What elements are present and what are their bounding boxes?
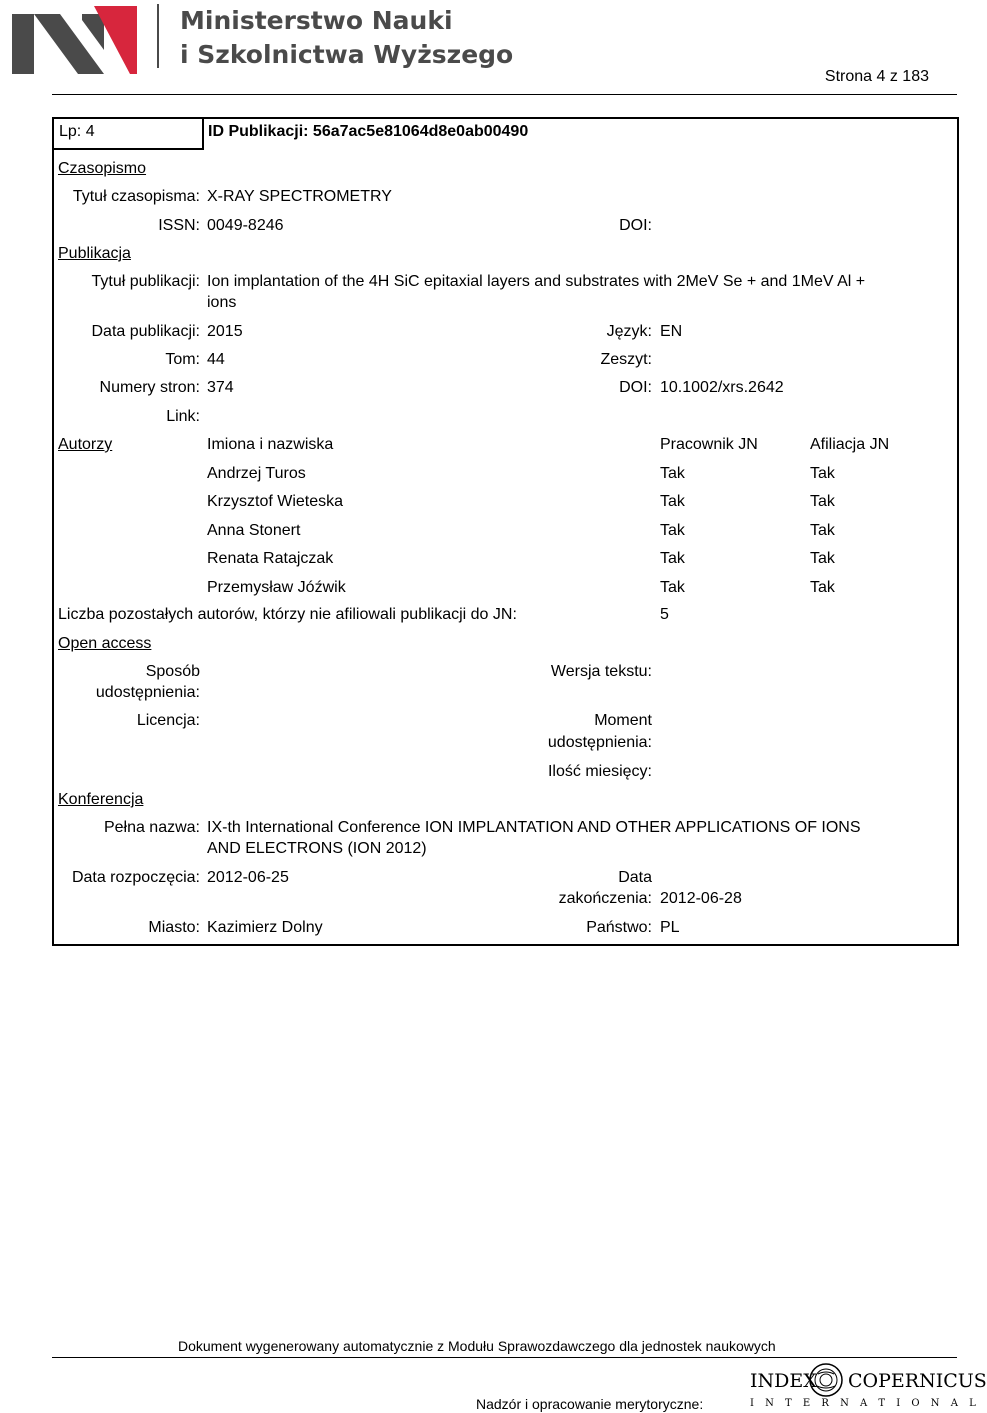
conference-end-label-line2: zakończenia:: [558, 890, 652, 907]
author-name: Anna Stonert: [207, 521, 301, 539]
journal-doi-label: DOI:: [619, 217, 652, 234]
section-open-access: Open access: [58, 635, 152, 652]
author-affiliation-flag: Tak: [810, 578, 835, 596]
author-affiliation-flag: Tak: [810, 493, 835, 511]
remaining-authors-value: 5: [660, 606, 669, 623]
author-affiliation-flag: Tak: [810, 465, 835, 482]
author-worker-flag: Tak: [660, 493, 685, 511]
author-worker-flag: Tak: [660, 578, 685, 596]
months-label: Ilość miesięcy:: [547, 763, 652, 780]
authors-col-name: Imiona i nazwiska: [207, 436, 334, 453]
publication-title-label: Tytuł publikacji:: [91, 273, 200, 290]
footer-supervision: Nadzór i opracowanie merytoryczne:: [476, 1396, 704, 1412]
page-counter: Strona 4 z 183: [824, 68, 929, 85]
access-moment-label-line1: Moment: [594, 712, 652, 729]
remaining-authors-label: Liczba pozostałych autorów, którzy nie afiliowali publikacji do JN:: [58, 606, 517, 623]
publication-title-line1: Ion implantation of the 4H SiC epitaxial layers and substrates with 2MeV Se + and 1MeV Al +: [207, 273, 866, 290]
access-method-label-line1: Sposób: [145, 663, 200, 680]
volume-label: Tom:: [165, 351, 200, 368]
language-value: EN: [660, 323, 683, 340]
copernicus-seal-icon: [808, 1362, 844, 1398]
pages-value: 374: [207, 379, 234, 396]
issn-value: 0049-8246: [207, 217, 284, 234]
author-worker-flag: Tak: [660, 465, 685, 482]
section-czasopismo: Czasopismo: [58, 160, 147, 177]
authors-col-affiliation: Afiliacja JN: [810, 436, 890, 453]
link-label: Link:: [166, 408, 200, 425]
conference-country-label: Państwo:: [586, 919, 652, 936]
author-name: Krzysztof Wieteska: [207, 493, 344, 511]
conference-end-value: 2012-06-28: [660, 890, 742, 907]
ic-logo-right-text: COPERNICUS: [848, 1370, 987, 1392]
section-autorzy: Autorzy: [58, 436, 113, 453]
ic-logo-bottom-text: I N T E R N A T I O N A L: [750, 1398, 980, 1409]
ministry-emblem-icon: [12, 6, 137, 74]
conference-end-label-line1: Data: [618, 869, 652, 886]
access-moment-label-line2: udostępnienia:: [547, 734, 652, 751]
record-id: ID Publikacji: 56a7ac5e81064d8e0ab00490: [208, 123, 529, 140]
conference-name-label: Pełna nazwa:: [103, 819, 200, 836]
volume-value: 44: [207, 351, 225, 368]
ministry-name-line2: i Szkolnictwa Wyższego: [180, 40, 514, 69]
footer-rule: [52, 1357, 957, 1358]
header-rule: [52, 94, 957, 95]
language-label: Język:: [606, 323, 652, 340]
publication-date-value: 2015: [207, 323, 243, 340]
text-version-label: Wersja tekstu:: [550, 663, 652, 680]
pages-label: Numery stron:: [99, 379, 200, 396]
section-konferencja: Konferencja: [58, 791, 144, 808]
record-lp: Lp: 4: [59, 123, 95, 140]
ic-logo-left-text: INDEX: [750, 1370, 817, 1392]
index-copernicus-logo: [748, 1362, 987, 1412]
journal-title-label: Tytuł czasopisma:: [72, 188, 200, 205]
author-name: Przemysław Jóźwik: [207, 578, 346, 596]
publication-doi-value: 10.1002/xrs.2642: [660, 379, 784, 396]
author-worker-flag: Tak: [660, 550, 685, 568]
ministry-name-line1: Ministerstwo Nauki: [180, 6, 453, 35]
author-worker-flag: Tak: [660, 521, 685, 539]
journal-title-value: X-RAY SPECTROMETRY: [207, 188, 392, 205]
conference-country-value: PL: [660, 919, 680, 936]
conference-start-value: 2012-06-25: [207, 869, 289, 886]
section-publikacja: Publikacja: [58, 245, 131, 262]
issue-label: Zeszyt:: [600, 351, 652, 368]
access-method-label-line2: udostępnienia:: [95, 684, 200, 701]
publication-doi-label: DOI:: [619, 379, 652, 396]
authors-col-worker: Pracownik JN: [660, 436, 758, 453]
ministry-logo: [12, 6, 137, 74]
license-label: Licencja:: [136, 712, 200, 729]
publication-date-label: Data publikacji:: [91, 323, 200, 340]
publication-title-line2: ions: [207, 294, 237, 311]
conference-city-value: Kazimierz Dolny: [207, 919, 323, 936]
header-divider: [157, 4, 159, 68]
footer-generated-note: Dokument wygenerowany automatycznie z Modułu Sprawozdawczego dla jednostek naukowych: [178, 1338, 776, 1354]
conference-start-label: Data rozpoczęcia:: [71, 869, 200, 886]
conference-name-line1: IX-th International Conference ION IMPLANTATION AND OTHER APPLICATIONS OF IONS: [207, 819, 861, 836]
conference-city-label: Miasto:: [148, 919, 200, 936]
author-affiliation-flag: Tak: [810, 521, 835, 539]
author-affiliation-flag: Tak: [810, 550, 835, 568]
issn-label: ISSN:: [158, 217, 200, 234]
author-name: Andrzej Turos: [207, 465, 306, 482]
conference-name-line2: AND ELECTRONS (ION 2012): [207, 840, 427, 857]
author-name: Renata Ratajczak: [207, 550, 334, 568]
